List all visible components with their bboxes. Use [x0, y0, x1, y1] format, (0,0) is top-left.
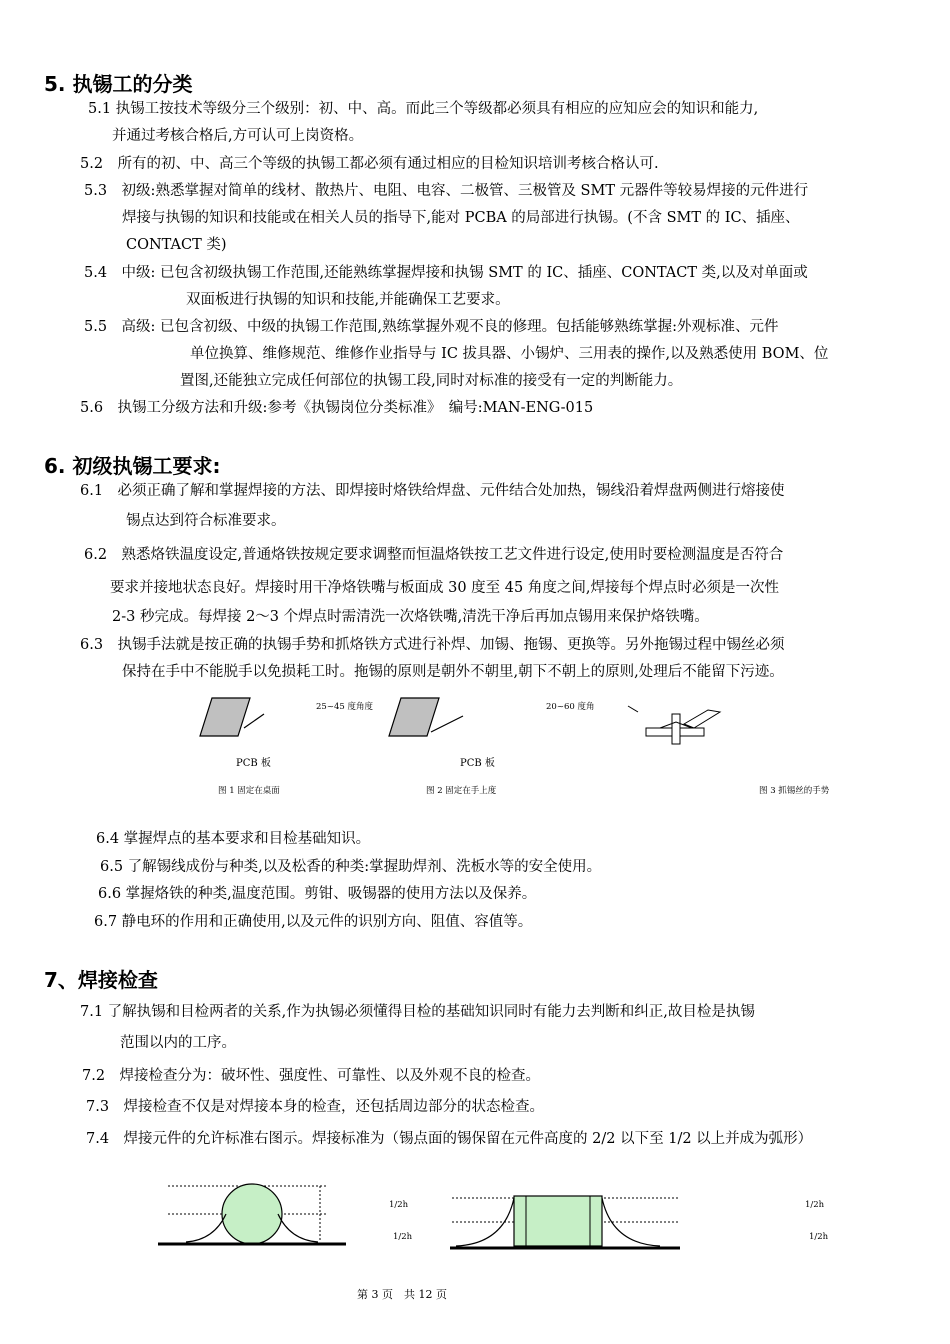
component-body — [222, 1184, 282, 1244]
height-label: 1/2h — [389, 1200, 409, 1210]
solder-fillet-left — [186, 1214, 226, 1242]
pcb-label: PCB 板 — [460, 758, 495, 769]
paragraph-line: 7.1 了解执锡和目检两者的关系,作为执锡必须懂得目检的基础知识同时有能力去判断和纠正,故目检是执锡 — [80, 1004, 755, 1020]
paragraph-line: 2-3 秒完成。每焊接 2～3 个焊点时需清洗一次烙铁嘴,清洗干净后再加点锡用来保护烙铁嘴。 — [112, 609, 709, 625]
paragraph-line: 6.2 熟悉烙铁温度设定,普通烙铁按规定要求调整而恒温烙铁按工艺文件进行设定,使用时要检测温度是否符合 — [84, 547, 784, 563]
paragraph-line: 5.6 执锡工分级方法和升级:参考《执锡岗位分类标准》 编号:MAN-ENG-015 — [80, 400, 594, 416]
solder-wire-line — [628, 706, 638, 712]
angle-label: 20~60 度角 — [546, 702, 595, 712]
pcb-board-shape — [389, 698, 439, 736]
paragraph-line: 5.2 所有的初、中、高三个等级的执锡工都必须有通过相应的目检知识培训考核合格认可. — [80, 156, 659, 172]
paragraph-line: 5.4 中级: 已包含初级执锡工作范围,还能熟练掌握焊接和执锡 SMT 的 IC、插座、CONTACT 类,以及对单面或 — [84, 265, 808, 281]
pcb-board-shape — [200, 698, 250, 736]
paragraph-line: 并通过考核合格后,方可认可上岗资格。 — [112, 128, 364, 144]
soldering-iron-shape — [684, 710, 720, 728]
paragraph-line: 要求并接地状态良好。焊接时用干净烙铁嘴与板面成 30 度至 45 角度之间,焊接每个焊点时必须是一次性 — [110, 580, 779, 596]
paragraph-line: 6.7 静电环的作用和正确使用,以及元件的识别方向、阻值、容值等。 — [94, 914, 533, 930]
paragraph-line: 锡点达到符合标准要求。 — [126, 513, 286, 529]
paragraph-line: 保持在手中不能脱手以免损耗工时。拖锡的原则是朝外不朝里,朝下不朝上的原则,处理后不能留下污迹。 — [122, 664, 784, 680]
component-lead — [672, 714, 680, 744]
paragraph-line: 范围以内的工序。 — [120, 1035, 236, 1051]
cylindrical-solder-diagram — [156, 1180, 356, 1260]
soldering-iron-line — [244, 714, 264, 728]
component-body — [514, 1196, 602, 1246]
paragraph-line: 6.6 掌握烙铁的种类,温度范围。剪钳、吸锡器的使用方法以及保养。 — [98, 886, 537, 902]
chip-solder-diagram — [446, 1190, 686, 1260]
paragraph-line: 单位换算、维修规范、维修作业指导与 IC 拔具器、小锡炉、三用表的操作,以及熟悉使用 BOM、位 — [190, 346, 829, 362]
section-7-title: 7、焊接检查 — [44, 968, 158, 992]
paragraph-line: 7.4 焊接元件的允许标准右图示。焊接标准为（锡点面的锡保留在元件高度的 2/2 以下至 1/2 以上并成为弧形） — [86, 1131, 813, 1147]
paragraph-line: 6.1 必须正确了解和掌握焊接的方法、即焊接时烙铁给焊盘、元件结合处加热，锡线沿着焊盘两侧进行熔接使 — [80, 483, 785, 499]
solder-fillet-right — [602, 1198, 660, 1246]
paragraph-line: 双面板进行执锡的知识和技能,并能确保工艺要求。 — [186, 292, 510, 308]
paragraph-line: CONTACT 类) — [126, 237, 227, 253]
height-label: 1/2h — [805, 1200, 825, 1210]
section-6-title: 6. 初级执锡工要求: — [44, 454, 221, 478]
page-footer: 第 3 页 共 12 页 — [357, 1288, 447, 1301]
paragraph-line: 6.5 了解锡线成份与种类,以及松香的种类:掌握助焊剂、洗板水等的安全使用。 — [100, 859, 602, 875]
pcb-label: PCB 板 — [236, 758, 271, 769]
paragraph-line: 5.5 高级: 已包含初级、中级的执锡工作范围,熟练掌握外观不良的修理。包括能够熟练掌握:外观标准、元件 — [84, 319, 779, 335]
section-5-title: 5. 执锡工的分类 — [44, 72, 193, 96]
paragraph-line: 7.2 焊接检查分为：破坏性、强度性、可靠性、以及外观不良的检查。 — [82, 1068, 541, 1084]
paragraph-line: 6.3 执锡手法就是按正确的执锡手势和抓烙铁方式进行补焊、加锡、拖锡、更换等。另外拖锡过程中锡丝必须 — [80, 637, 785, 653]
height-label: 1/2h — [393, 1232, 413, 1242]
angle-label: 25~45 度角度 — [316, 702, 373, 712]
paragraph-line: 5.3 初级:熟悉掌握对简单的线材、散热片、电阻、电容、二极管、三极管及 SMT 元器件等较易焊接的元件进行 — [84, 183, 809, 199]
solder-wire-grip-illustration — [624, 702, 724, 752]
pcb-handheld-illustration — [387, 694, 472, 744]
paragraph-line: 7.3 焊接检查不仅是对焊接本身的检查，还包括周边部分的状态检查。 — [86, 1099, 545, 1115]
soldering-iron-line — [431, 716, 463, 732]
paragraph-line: 6.4 掌握焊点的基本要求和目检基础知识。 — [96, 831, 371, 847]
paragraph-line: 置图,还能独立完成任何部位的执锡工段,同时对标准的接受有一定的判断能力。 — [180, 373, 683, 389]
solder-fillet-right — [278, 1214, 318, 1242]
figure-caption: 图 2 固定在手上度 — [426, 786, 497, 796]
paragraph-line: 5.1 执锡工按技术等级分三个级别：初、中、高。而此三个等级都必须具有相应的应知应会的知识和能力, — [88, 101, 759, 117]
figure-caption: 图 3 抓锡丝的手势 — [759, 786, 830, 796]
paragraph-line: 焊接与执锡的知识和技能或在相关人员的指导下,能对 PCBA 的局部进行执锡。(不含 SMT 的 IC、插座、 — [122, 210, 800, 226]
figure-caption: 图 1 固定在桌面 — [218, 786, 280, 796]
pcb-fixed-desk-illustration — [198, 694, 278, 744]
height-label: 1/2h — [809, 1232, 829, 1242]
